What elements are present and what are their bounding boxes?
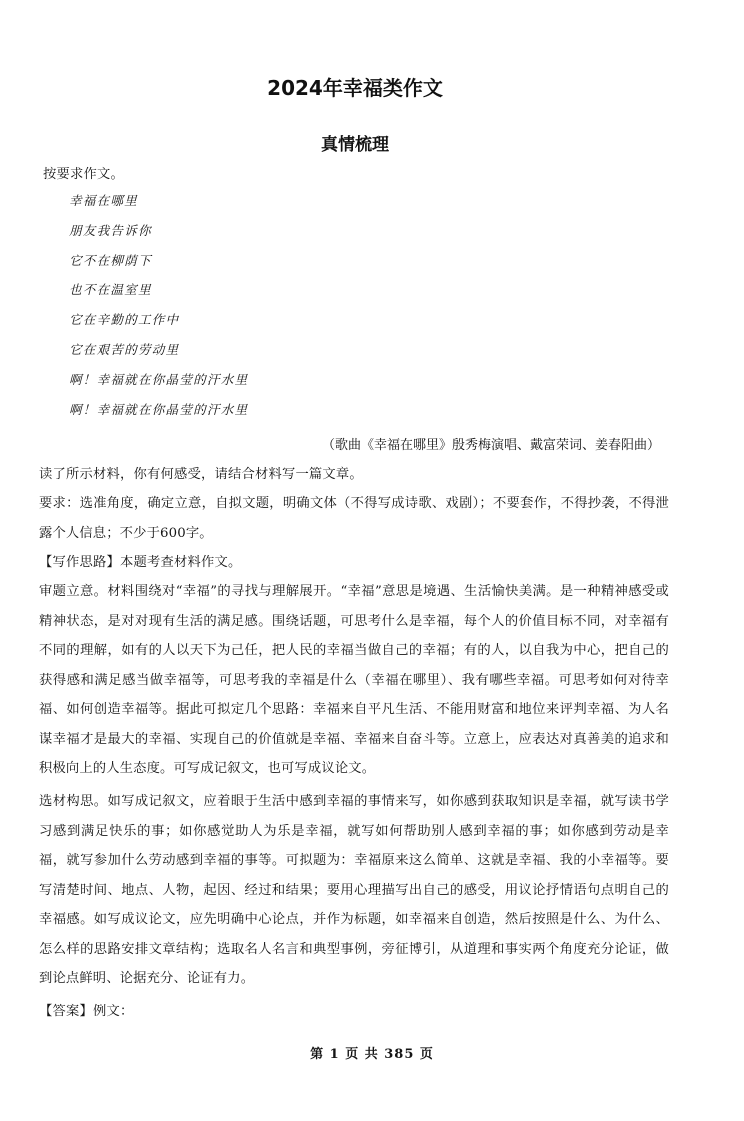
lyric-line: 它在艰苦的劳动里 xyxy=(69,341,180,357)
lyric-line: 幸福在哪里 xyxy=(69,193,138,208)
lyric-line: 它不在柳荫下 xyxy=(69,252,152,268)
lyrics-source: （歌曲《幸福在哪里》殷秀梅演唱、戴富荣词、姜春阳曲） xyxy=(321,438,660,453)
lyric-line: 啊！幸福就在你晶莹的汗水里 xyxy=(69,371,249,387)
material-paragraph: 选材构思。如写成记叙文，应着眼于生活中感到幸福的事情来写，如你感到获取知识是幸福，就写读书学习感到满足快乐的事；如你感觉助人为乐是幸福，就写如何帮助别人感到幸福的事；如你感到劳动是幸福，就写参加什么劳动感到幸福的事等。可拟题为：幸福原来这么简单、这就是幸福、我的小幸福等。要写清楚时间、地点、人物，起因、经过和结果；要用心理描写出自己的感受，用议论抒情语句点明自己的幸福感。如写成议论文，应先明确中心论点，并作为标题，如幸福来自创造，然后按照是什么、为什么、怎么样的思路安排文章结构；选取名人名言和典型事例，旁征博引，从道理和事实两个角度充分论证，做到论点鲜明、论据充分、论证有力。 xyxy=(39,794,669,986)
section-subtitle: 真情梳理 xyxy=(321,135,389,155)
thinking-heading: 【写作思路】本题考查材料作文。 xyxy=(39,555,242,570)
page-indicator: 第 1 页 共 385 页 xyxy=(310,1047,434,1062)
answer-label: 【答案】例文： xyxy=(39,1004,134,1019)
requirements-paragraph: 要求：选准角度，确定立意，自拟文题，明确文体（不得写成诗歌、戏剧）；不要套作，不得抄袭，不得泄露个人信息；不少于600字。 xyxy=(39,496,669,541)
document-title: 2024年幸福类作文 xyxy=(267,76,443,100)
lyric-line: 它在辛勤的工作中 xyxy=(69,312,180,328)
instruction-line: 按要求作文。 xyxy=(43,167,124,182)
lyric-line: 朋友我告诉你 xyxy=(69,222,152,238)
analysis-paragraph: 审题立意。材料围绕对“幸福”的寻找与理解展开。“幸福”意思是境遇、生活愉快美满。是一种精神感受或精神状态，是对对现有生活的满足感。围绕话题，可思考什么是幸福，每个人的价值目标不同，对幸福有不同的理解，如有的人以天下为己任，把人民的幸福当做自己的幸福；有的人，以自我为中心，把自己的获得感和满足感当做幸福等，可思考我的幸福是什么（幸福在哪里）、我有哪些幸福。可思考如何对待幸福、如何创造幸福等。据此可拟定几个思路：幸福来自平凡生活、不能用财富和地位来评判幸福、为人名谋幸福才是最大的幸福、实现自己的价值就是幸福、幸福来自奋斗等。立意上，应表达对真善美的追求和积极向上的人生态度。可写成记叙文，也可写成议论文。 xyxy=(39,584,669,776)
lyric-line: 啊！幸福就在你晶莹的汗水里 xyxy=(69,401,249,417)
lyric-line: 也不在温室里 xyxy=(69,282,152,298)
lyrics-list xyxy=(69,186,248,424)
prompt-line: 读了所示材料，你有何感受，请结合材料写一篇文章。 xyxy=(39,467,363,482)
